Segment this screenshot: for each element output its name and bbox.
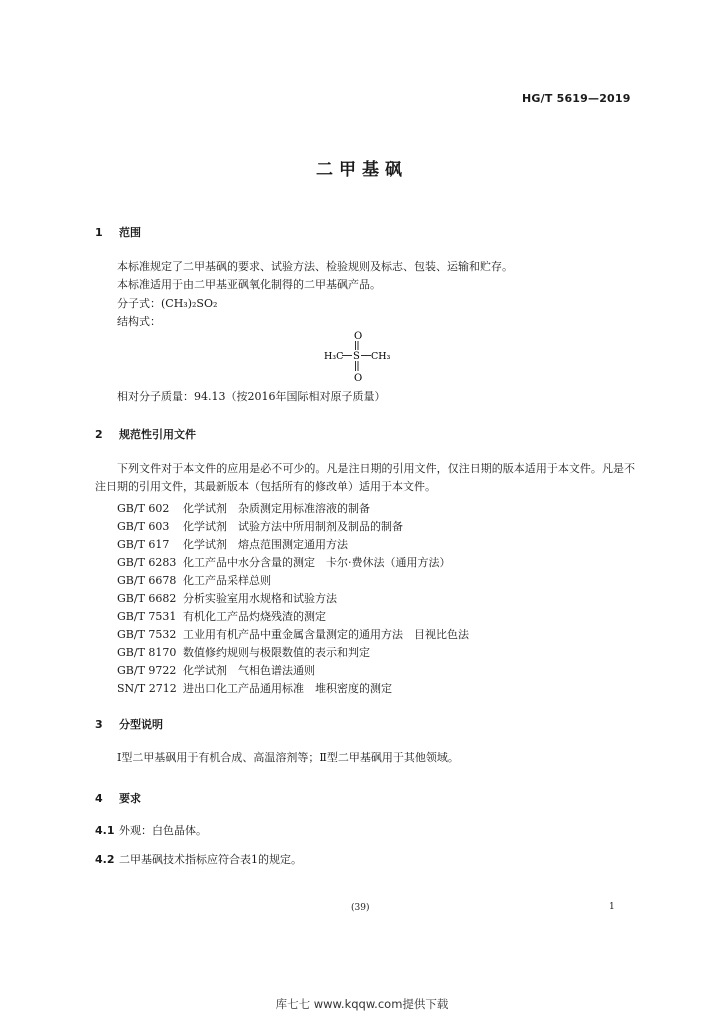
document-title: 二甲基砜 bbox=[316, 160, 408, 180]
molecular-mass: 相对分子质量：94.13（按2016年国际相对原子质量） bbox=[117, 390, 386, 403]
reference-item bbox=[117, 518, 403, 534]
reference-title: 化学试剂 气相色谱法通则 bbox=[183, 664, 315, 677]
structural-formula-drawing bbox=[318, 328, 398, 386]
reference-title: 化学试剂 熔点范围测定通用方法 bbox=[183, 538, 348, 551]
sulfur-atom: S bbox=[353, 351, 360, 362]
reference-code: GB/T 6283 bbox=[117, 556, 177, 569]
section-number: 4 bbox=[95, 792, 103, 805]
reference-title: 化工产品采样总则 bbox=[183, 574, 271, 587]
classification-text: Ⅰ型二甲基砜用于有机合成、高温溶剂等；Ⅱ型二甲基砜用于其他领域。 bbox=[117, 751, 459, 764]
reference-item bbox=[117, 662, 315, 678]
section-title: 规范性引用文件 bbox=[119, 428, 196, 441]
section-number: 1 bbox=[95, 226, 103, 239]
section-title: 分型说明 bbox=[119, 718, 163, 731]
reference-code: GB/T 617 bbox=[117, 538, 170, 551]
structural-formula-label: 结构式： bbox=[117, 315, 161, 328]
reference-title: 化学试剂 试验方法中所用制剂及制品的制备 bbox=[183, 520, 403, 533]
reference-title: 工业用有机产品中重金属含量测定的通用方法 目视比色法 bbox=[183, 628, 469, 641]
reference-code: GB/T 8170 bbox=[117, 646, 177, 659]
molecular-formula: (CH₃)₂SO₂ bbox=[161, 297, 218, 310]
clause-text: 二甲基砜技术指标应符合表1的规定。 bbox=[119, 853, 302, 866]
section-title: 要求 bbox=[119, 792, 141, 805]
methyl-right: CH₃ bbox=[371, 351, 391, 362]
structural-formula bbox=[318, 328, 398, 386]
reference-item bbox=[117, 590, 337, 606]
clause-text: 外观：白色晶体。 bbox=[119, 824, 207, 837]
reference-code: GB/T 9722 bbox=[117, 664, 177, 677]
scope-line: 本标准规定了二甲基砜的要求、试验方法、检验规则及标志、包装、运输和贮存。 bbox=[117, 260, 513, 273]
reference-code: GB/T 7532 bbox=[117, 628, 177, 641]
section-title: 范围 bbox=[119, 226, 141, 239]
reference-code: SN/T 2712 bbox=[117, 682, 177, 695]
reference-title: 分析实验室用水规格和试验方法 bbox=[183, 592, 337, 605]
reference-item bbox=[117, 554, 451, 570]
reference-code: GB/T 603 bbox=[117, 520, 170, 533]
clause-number: 4.1 bbox=[95, 824, 115, 837]
section-number: 2 bbox=[95, 428, 103, 441]
section-number: 3 bbox=[95, 718, 103, 731]
download-watermark: 库七七 www.kqqw.com提供下载 bbox=[275, 997, 449, 1011]
clause-number: 4.2 bbox=[95, 853, 115, 866]
reference-title: 数值修约规则与极限数值的表示和判定 bbox=[183, 646, 370, 659]
reference-item bbox=[117, 572, 271, 588]
references-intro: 下列文件对于本文件的应用是必不可少的。凡是注日期的引用文件，仅注日期的版本适用于本文件。凡是不注日期的引用文件，其最新版本（包括所有的修改单）适用于本文件。 bbox=[95, 462, 635, 493]
oxygen-bottom: O bbox=[354, 373, 363, 384]
reference-item bbox=[117, 500, 370, 516]
reference-title: 化工产品中水分含量的测定 卡尔·费休法（通用方法） bbox=[183, 556, 451, 569]
reference-item bbox=[117, 626, 469, 642]
reference-code: GB/T 7531 bbox=[117, 610, 177, 623]
reference-code: GB/T 6682 bbox=[117, 592, 177, 605]
footer-sequence: (39) bbox=[351, 903, 370, 913]
standard-code: HG/T 5619—2019 bbox=[522, 92, 631, 105]
page-number: 1 bbox=[609, 902, 615, 912]
reference-item bbox=[117, 608, 326, 624]
section-1-heading bbox=[95, 224, 141, 240]
scope-line: 本标准适用于由二甲基亚砜氧化制得的二甲基砜产品。 bbox=[117, 278, 381, 291]
molecular-formula-label: 分子式： bbox=[117, 297, 161, 310]
methyl-left: H₃C bbox=[324, 351, 344, 362]
reference-title: 有机化工产品灼烧残渣的测定 bbox=[183, 610, 326, 623]
reference-item bbox=[117, 536, 348, 552]
section-2-heading bbox=[95, 426, 196, 442]
reference-item bbox=[117, 644, 370, 660]
clause-4-2 bbox=[95, 852, 302, 868]
reference-code: GB/T 602 bbox=[117, 502, 170, 515]
reference-item bbox=[117, 680, 392, 696]
oxygen-top: O bbox=[354, 331, 363, 342]
clause-4-1 bbox=[95, 823, 207, 839]
reference-title: 进出口化工产品通用标准 堆积密度的测定 bbox=[183, 682, 392, 695]
reference-title: 化学试剂 杂质测定用标准溶液的制备 bbox=[183, 502, 370, 515]
reference-code: GB/T 6678 bbox=[117, 574, 177, 587]
molecular-formula-line bbox=[117, 296, 217, 312]
section-4-heading bbox=[95, 790, 141, 806]
section-3-heading bbox=[95, 716, 163, 732]
